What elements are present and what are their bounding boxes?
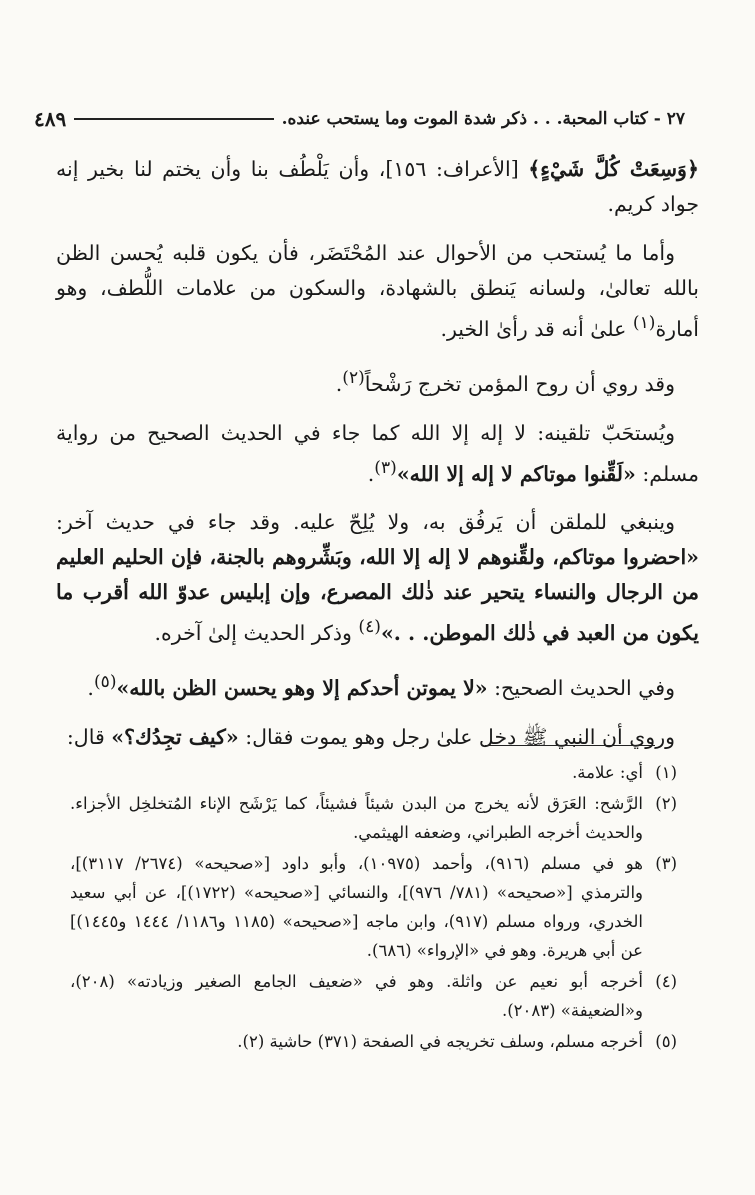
main-text: [56, 152, 699, 769]
paragraph: [56, 152, 699, 222]
quoted-text: «لا يموتن أحدكم إلا وهو يحسن الظن بالله»: [116, 676, 488, 701]
text-run: علىٰ أنه قد رأىٰ الخير.: [440, 316, 633, 341]
text-run: وفي الحديث الصحيح:: [487, 676, 675, 701]
text-run: .: [87, 676, 94, 701]
text-run: وذكر الحديث إلىٰ آخره.: [154, 621, 359, 646]
footnote-marker[interactable]: (٥): [93, 672, 117, 693]
footnote: [70, 1027, 677, 1056]
footnote-text: أخرجه أبو نعيم عن واثلة. وهو في «ضعيف الجامع الصغير وزيادته» (٢٠٨)، و«الضعيفة» (٢٠٨٣).: [70, 972, 643, 1020]
footnote-text: أخرجه مسلم، وسلف تخريجه في الصفحة (٣٧١) حاشية (٢).: [237, 1032, 643, 1051]
paragraph: [56, 236, 699, 347]
text-run: وروي أن النبي ﷺ دخل علىٰ رجل وهو يموت فقال:: [238, 725, 675, 750]
running-header: [34, 102, 685, 136]
header-rule: [74, 118, 273, 120]
footnote-text: أي: علامة.: [572, 763, 643, 782]
footnote: [70, 849, 677, 965]
footnote-number: (٥): [655, 1032, 677, 1051]
footnote-number: (٣): [655, 854, 677, 873]
footnotes: [70, 758, 677, 1058]
paragraph: [56, 720, 699, 755]
paragraph: [56, 361, 699, 402]
footnote-marker[interactable]: (٢): [342, 367, 365, 388]
text-run: وأما ما يُستحب من الأحوال عند المُحْتَضَر، فأن يكون قلبه يُحسن الظن بالله تعالىٰ، ولسانه يَنطق بالشهادة، والسكون من علامات اللُّطف، وهو أمارة: [56, 241, 699, 341]
footnote: [70, 789, 677, 847]
footnote-marker[interactable]: (١): [632, 313, 656, 333]
text-run: قال:: [66, 725, 112, 750]
footnote: [70, 758, 677, 787]
text-run: وقد روي أن روح المؤمن تخرج رَشْحاً: [364, 371, 675, 396]
quoted-text: «كيف تجِدُك؟»: [111, 725, 239, 750]
text-run: ويُستحَبّ تلقينه: لا إله إلا الله كما جاء في الحديث الصحيح من رواية مسلم:: [56, 420, 699, 486]
footnote-text: هو في مسلم (٩١٦)، وأحمد (١٠٩٧٥)، وأبو داود [«صحيحه» (٢٦٧٤/ ٣١١٧)]، والترمذي [«صحيحه» (٧٨١/ ٩٧٦)]، والنسائي [«صحيحه» (١٧٢٢)]، عن أبي سعيد الخدري، ورواه مسلم (٩١٧)، وابن ماجه [«صحيحه» (١١٨٥ و١١٨٦/ ١٤٤٤ و١٤٤٥)] عن أبي هريرة. وهو في «الإرواء» (٦٨٦).: [70, 854, 644, 960]
footnote-separator: [485, 745, 655, 746]
quoted-text: ﴿وَسِعَتْ كُلَّ شَيْءٍ﴾: [528, 157, 699, 181]
text-run: .: [335, 371, 343, 396]
chapter-title: ٢٧ - كتاب المحبة. . . ذكر شدة الموت وما يستحب عنده.: [281, 109, 685, 129]
quoted-text: «احضروا موتاكم، ولقِّنوهم لا إله إلا الله، وبَشِّروهم بالجنة، فإن الحليم العليم من الرجال والنساء يتحير عند ذٰلك المصرع، وإن إبليس عدوّ الله أقرب ما يكون من العبد في ذٰلك الموطن. . .»: [56, 545, 699, 646]
footnote-number: (٤): [655, 972, 677, 991]
text-run: وينبغي للملقن أن يَرفُق به، ولا يُلِحّ عليه. وقد جاء في حديث آخر:: [56, 510, 675, 535]
footnote-number: (١): [655, 763, 677, 782]
footnote: [70, 967, 677, 1025]
footnote-text: الرَّشح: العَرَق لأنه يخرج من البدن شيئاً فشيئاً، كما يَرْشَح الإناء المُتخلخِل الأجزاء. والحديث أخرجه الطبراني، وضعفه الهيثمي.: [70, 794, 643, 842]
footnote-marker[interactable]: (٤): [358, 617, 381, 638]
footnote-marker[interactable]: (٣): [374, 457, 397, 478]
paragraph: [56, 505, 699, 651]
page-number: ٤٨٩: [34, 107, 67, 131]
text-run: .: [367, 461, 375, 486]
text-run: [الأعراف: ١٥٦]، وأن يَلْطُف بنا وأن يختم لنا بخير إنه جواد كريم.: [56, 157, 699, 216]
footnote-number: (٢): [655, 794, 677, 813]
quoted-text: «لَقِّنوا موتاكم لا إله إلا الله»: [396, 461, 636, 486]
paragraph: [56, 665, 699, 706]
paragraph: [56, 416, 699, 492]
